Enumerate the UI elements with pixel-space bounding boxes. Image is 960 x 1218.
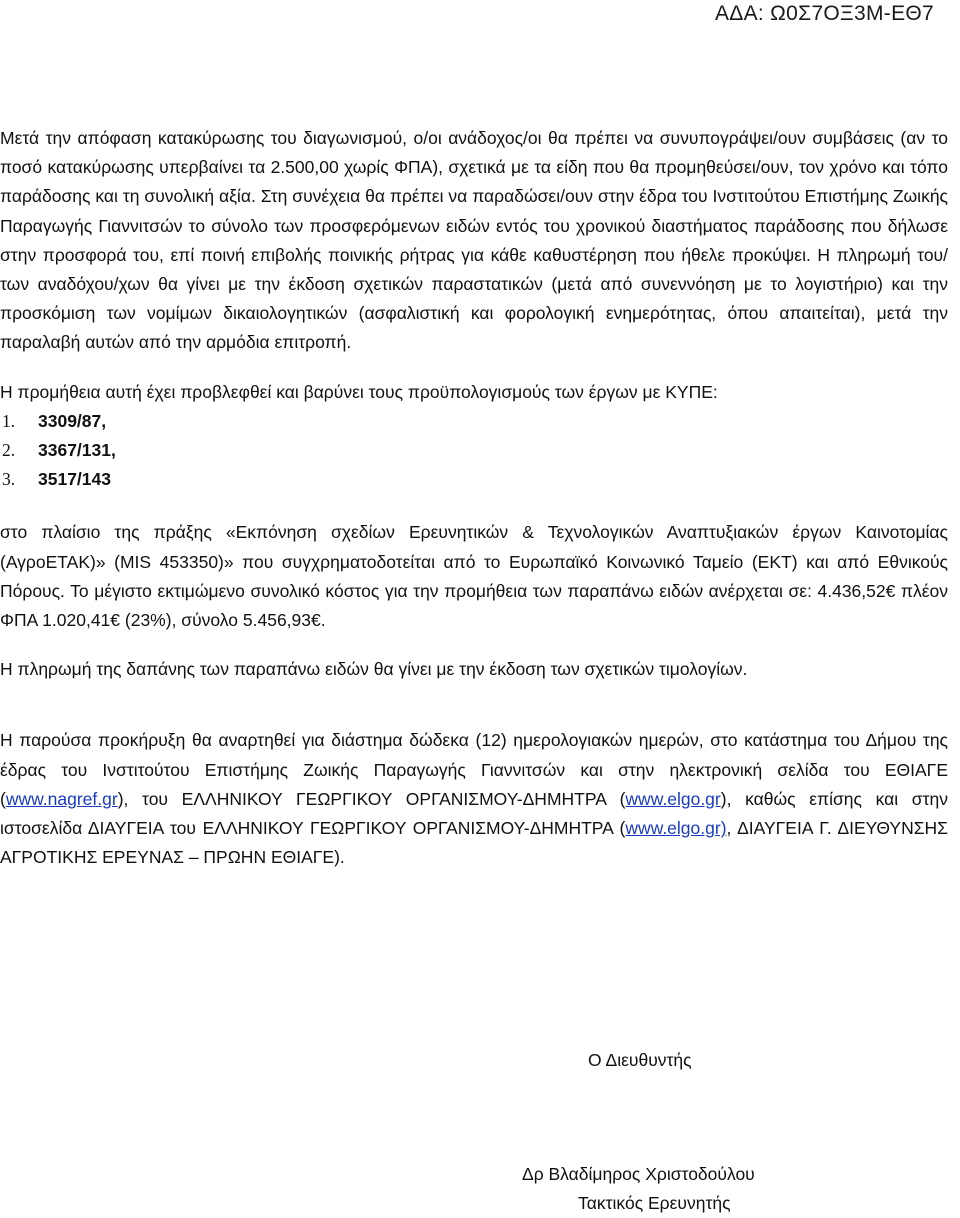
- spacer: [0, 494, 948, 518]
- contract-paragraph: Μετά την απόφαση κατακύρωσης του διαγωνισμού, ο/οι ανάδοχος/οι θα πρέπει να συνυπογράψει/ουν συμβάσεις (αν το ποσό κατακύρωσης υπερβαίνει τα 2.500,00 χωρίς ΦΠΑ), σχετικά με τα είδη που θα προμηθεύσει/ουν, τον χρόνο και τόπο παράδοσης και τη συνολική αξία. Στη συνέχεια θα πρέπει να παραδώσει/ουν στην έδρα του Ινστιτούτου Επιστήμης Ζωικής Παραγωγής Γιαννιτσών το σύνολο των προσφερόμενων ειδών εντός του χρονικού διαστήματος παράδοσης που δήλωσε στην προσφορά του, επί ποινή επιβολής ποινικής ρήτρας για κάθε καθυστέρηση που ήθελε προκύψει. Η πληρωμή του/των αναδόχου/χων θα γίνει με την έκδοση σχετικών παραστατικών (μετά από συνεννόηση με το λογιστήριο) και την προσκόμιση των νομίμων δικαιολογητικών (ασφαλιστική και φορολογική ενημερότητας, όπου απαιτείται), μετά την παραλαβή αυτών από την αρμόδια επιτροπή.: [0, 128, 948, 353]
- payment-paragraph: Η πληρωμή της δαπάνης των παραπάνω ειδών θα γίνει με την έκδοση των σχετικών τιμολογίων.: [0, 659, 748, 680]
- posting-text: ), καθώς επίσης και στην ιστοσελίδα ΔΙΑΥΓΕΙΑ του ΕΛΛΗΝΙΚΟΥ ΓΕΩΡΓΙΚΟΥ ΟΡΓΑΝΙΣΜΟΥ-ΔΗΜΗΤΡΑ (: [0, 788, 948, 839]
- nagref-link[interactable]: www.nagref.gr: [5, 788, 118, 809]
- spacer: [0, 358, 948, 378]
- list-item: [0, 465, 948, 494]
- list-item: [0, 436, 948, 465]
- signature-name: Δρ Βλαδίμηρος Χριστοδούλου: [522, 1164, 755, 1184]
- ada-code: ΑΔΑ: Ω0Σ7ΟΞ3Μ-ΕΘ7: [714, 2, 934, 25]
- list-number: 3.: [2, 469, 16, 490]
- kype-list: [0, 407, 948, 495]
- budget-paragraph: Η προμήθεια αυτή έχει προβλεφθεί και βαρύνει τους προϋπολογισμούς των έργων με ΚΥΠΕ:: [0, 381, 718, 402]
- posting-text: ), του ΕΛΛΗΝΙΚΟΥ ΓΕΩΡΓΙΚΟΥ ΟΡΓΑΝΙΣΜΟΥ-ΔΗΜΗΤΡΑ (: [117, 788, 626, 809]
- spacer: [0, 684, 948, 726]
- signature-title: Ο Διευθυντής: [588, 1050, 692, 1070]
- kype-code: 3517/143: [38, 469, 111, 490]
- posting-text: Η παρούσα προκήρυξη θα αναρτηθεί για διάστημα δώδεκα (12) ημερολογιακών ημερών, στο κατάστημα του Δήμου της έδρας του Ινστιτούτου Επιστήμης Ζωικής Παραγωγής Γιαννιτσών και στην ηλεκτρονική σελίδα του ΕΘΙΑΓΕ (: [0, 730, 948, 809]
- list-item: [0, 407, 948, 436]
- kype-code: 3309/87,: [38, 410, 107, 431]
- elgo-link[interactable]: www.elgo.gr: [625, 788, 721, 809]
- list-number: 2.: [2, 440, 16, 461]
- spacer: [0, 635, 948, 655]
- signature-role: Τακτικός Ερευνητής: [578, 1193, 731, 1213]
- elgo-link-2[interactable]: www.elgo.gr): [625, 818, 727, 839]
- posting-text: , ΔΙΑΥΓΕΙΑ Γ. ΔΙΕΥΘΥΝΣΗΣ ΑΓΡΟΤΙΚΗΣ ΕΡΕΥΝΑΣ – ΠΡΩΗΝ ΕΘΙΑΓΕ).: [0, 818, 949, 868]
- posting-paragraph: [0, 726, 948, 872]
- funding-paragraph: στο πλαίσιο της πράξης «Εκπόνηση σχεδίων Ερευνητικών & Τεχνολογικών Αναπτυξιακών έργων Καινοτομίας (ΑγροΕΤΑΚ)» (MIS 453350)» που συγχρηματοδοτείται από το Ευρωπαϊκό Κοινωνικό Ταμείο (ΕΚΤ) και από Εθνικούς Πόρους. Το μέγιστο εκτιμώμενο συνολικό κόστος για την προμήθεια των παραπάνω ειδών ανέρχεται σε: 4.436,52€ πλέον ΦΠΑ 1.020,41€ (23%), σύνολο 5.456,93€.: [0, 522, 948, 631]
- kype-code: 3367/131,: [38, 440, 116, 461]
- list-number: 1.: [2, 410, 16, 431]
- document-body: [0, 124, 948, 872]
